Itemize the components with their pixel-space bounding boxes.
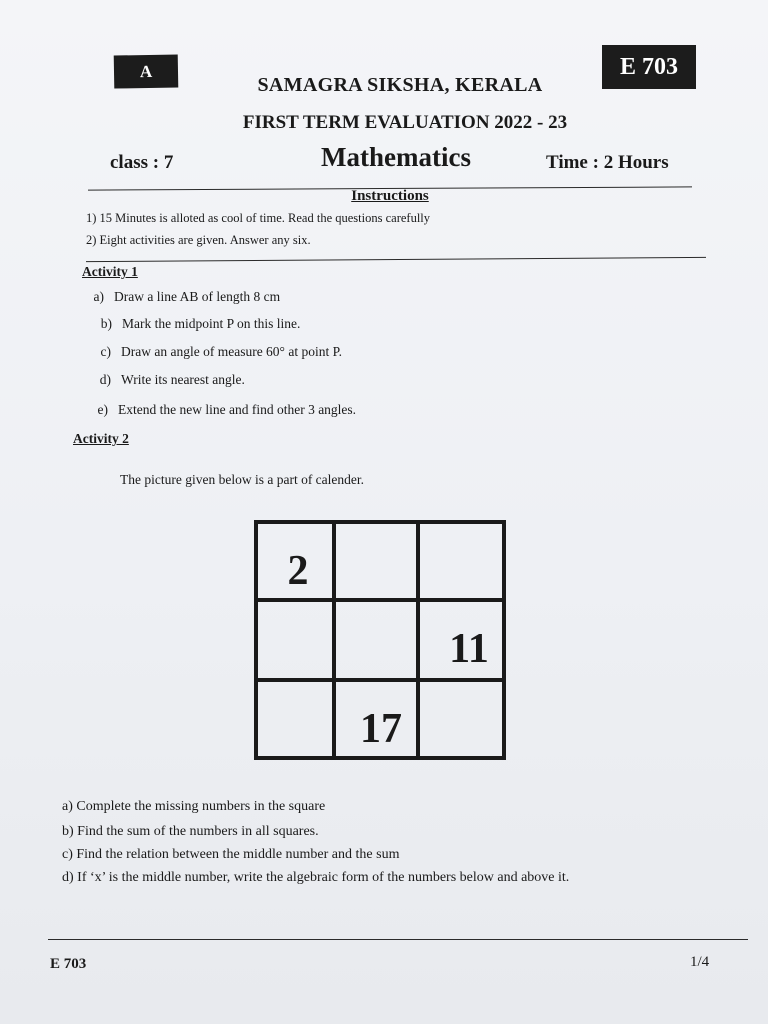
- calendar-grid: [254, 520, 506, 760]
- subject-title: Mathematics: [321, 142, 471, 172]
- calendar-cell-r2c3: 11: [449, 626, 489, 672]
- paper-code-text: E 703: [619, 53, 678, 80]
- activity-1-item: [90, 289, 280, 305]
- instruction-item: 2) Eight activities are given. Answer any six.: [86, 233, 311, 247]
- instructions-divider: [86, 257, 706, 262]
- set-label-text: A: [139, 61, 153, 81]
- activity-2-question: a) Complete the missing numbers in the square: [62, 799, 326, 814]
- item-label: c): [100, 344, 111, 359]
- activity-1-item: [97, 344, 342, 360]
- class-label: class : 7: [110, 152, 174, 173]
- calendar-cell-r1c1: 2: [287, 548, 309, 594]
- organization-title: SAMAGRA SIKSHA, KERALA: [257, 74, 543, 96]
- activity-2-question: c) Find the relation between the middle number and the sum: [62, 847, 400, 862]
- activity-2-title: Activity 2: [73, 431, 129, 446]
- page-number: 1/4: [690, 954, 710, 970]
- exam-title: FIRST TERM EVALUATION 2022 - 23: [242, 112, 568, 133]
- activity-1-item: [97, 372, 245, 388]
- item-label: a): [93, 289, 104, 304]
- item-label: e): [97, 402, 108, 417]
- instructions-title: Instructions: [351, 188, 429, 204]
- item-label: d): [99, 372, 111, 387]
- paper-code-badge: [602, 45, 696, 89]
- item-text: Write its nearest angle.: [121, 372, 245, 387]
- activity-1-item: [94, 402, 356, 418]
- footer-paper-code: E 703: [50, 956, 87, 972]
- item-text: Mark the midpoint P on this line.: [122, 316, 301, 331]
- instruction-item: 1) 15 Minutes is alloted as cool of time. Read the questions carefully: [86, 211, 431, 225]
- activity-2-question: b) Find the sum of the numbers in all squares.: [62, 824, 319, 839]
- footer-divider: [48, 939, 748, 940]
- item-text: Draw a line AB of length 8 cm: [114, 289, 281, 304]
- item-label: b): [100, 316, 112, 331]
- activity-2-question: d) If ‘x’ is the middle number, write the algebraic form of the numbers below and above it.: [62, 870, 570, 885]
- item-text: Extend the new line and find other 3 angles.: [118, 402, 357, 417]
- activity-1-title: Activity 1: [82, 264, 138, 279]
- item-text: Draw an angle of measure 60° at point P.: [121, 344, 342, 359]
- time-label: Time : 2 Hours: [546, 152, 669, 173]
- calendar-cell-r3c2: 17: [360, 706, 402, 752]
- activity-1-item: [98, 316, 300, 332]
- set-label-badge: [114, 54, 179, 88]
- activity-2-intro: The picture given below is a part of calender.: [120, 472, 365, 487]
